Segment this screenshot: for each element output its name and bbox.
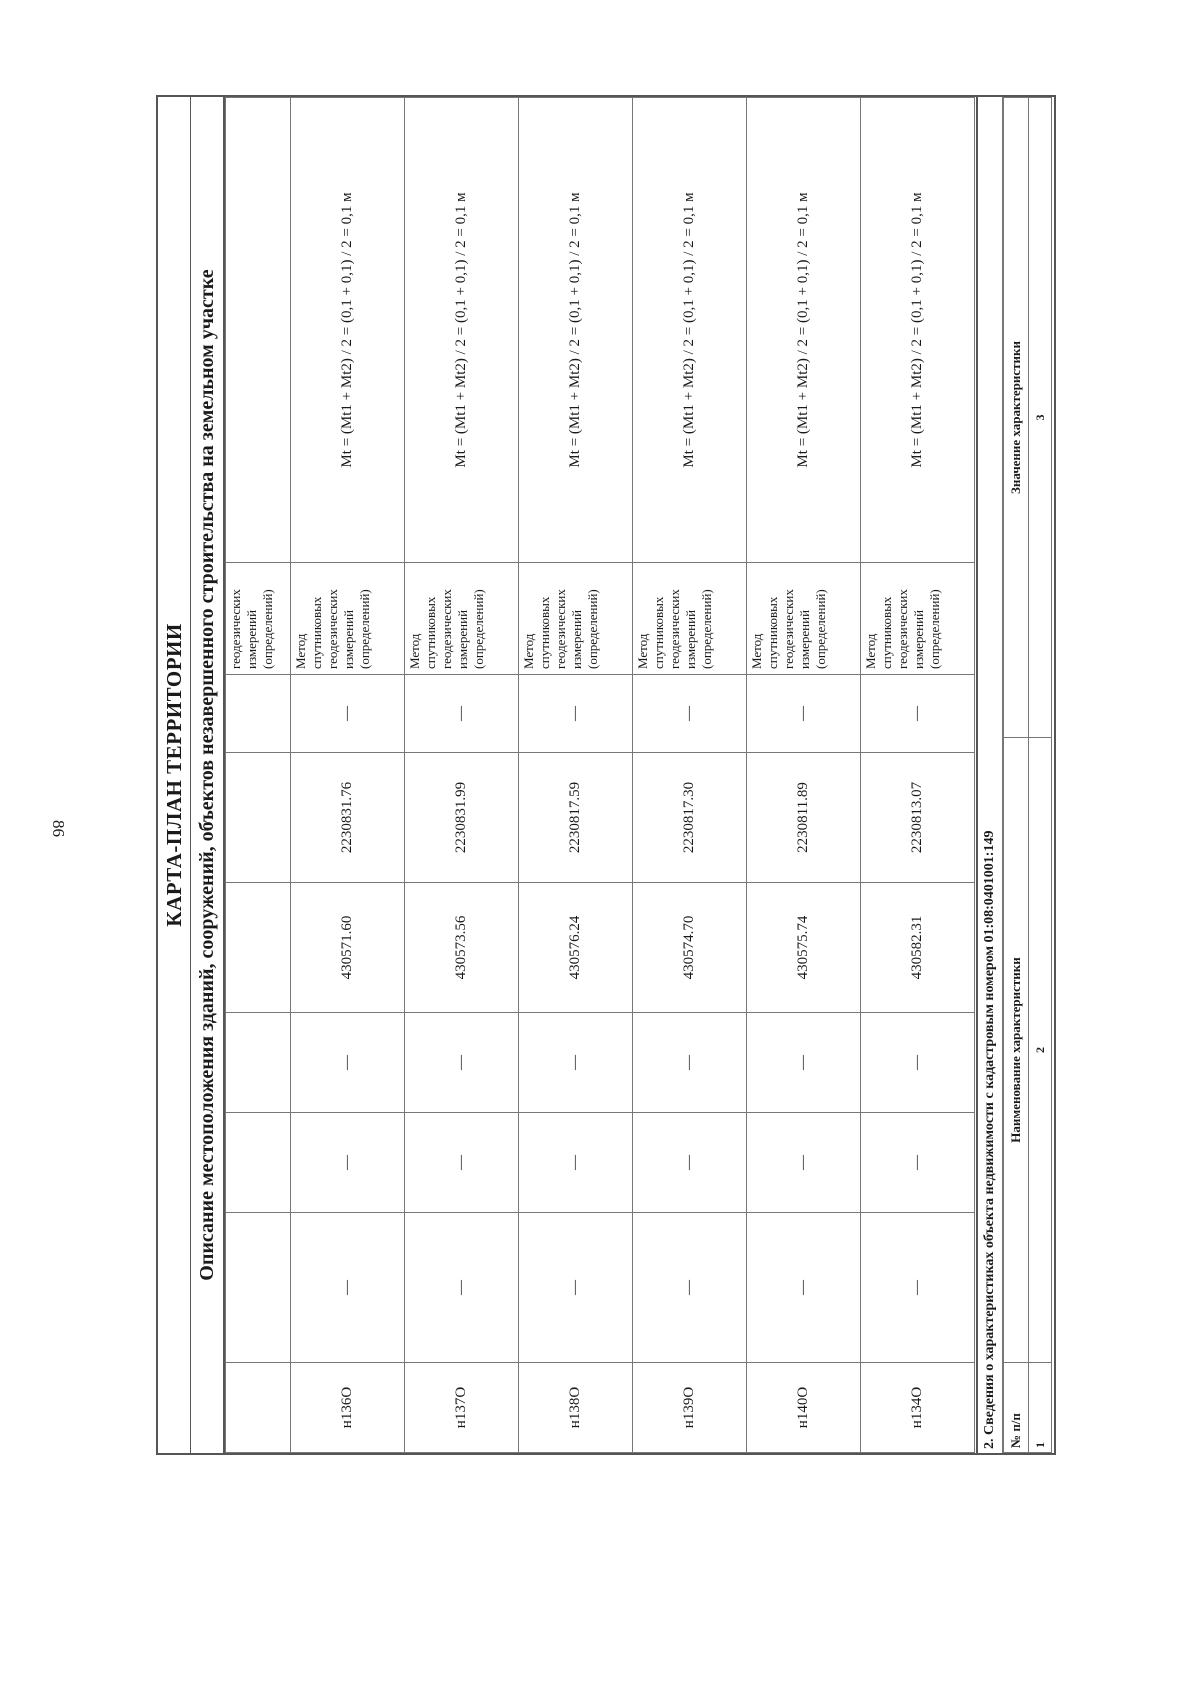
x-coordinate-cell: 430576.24 — [519, 883, 633, 1013]
rotated-document — [156, 95, 1056, 1455]
x-coordinate-cell: 430571.60 — [291, 883, 405, 1013]
column-6-cell: — — [291, 675, 405, 753]
precision-formula-cell: Mt = (Mt1 + Mt2) / 2 = (0,1 + 0,1) / 2 = 0,1 м — [861, 98, 975, 563]
column-2-cell: — — [747, 1113, 861, 1213]
method-cell: Метод спутниковых геодезических измерений (определений) — [405, 563, 519, 675]
column-3-cell: — — [519, 1013, 633, 1113]
column-1-cell: — — [519, 1213, 633, 1363]
method-cell: Метод спутниковых геодезических измерений (определений) — [747, 563, 861, 675]
method-cell: Метод спутниковых геодезических измерений (определений) — [861, 563, 975, 675]
method-cell: Метод спутниковых геодезических измерений (определений) — [519, 563, 633, 675]
method-cell: Метод спутниковых геодезических измерений (определений) — [633, 563, 747, 675]
table-row-continuation — [226, 98, 291, 1453]
table-row — [747, 98, 861, 1453]
header-value: Значение характеристики — [1004, 98, 1029, 738]
column-2-cell: — — [291, 1113, 405, 1213]
point-name-cell: н139О — [633, 1363, 747, 1453]
column-6-cell: — — [861, 675, 975, 753]
column-number-2: 2 — [1029, 738, 1052, 1363]
y-coordinate-cell: 2230813.07 — [861, 753, 975, 883]
method-cell: геодезических измерений (определений) — [226, 563, 291, 675]
column-3-cell: — — [861, 1013, 975, 1113]
method-cell: Метод спутниковых геодезических измерений (определений) — [291, 563, 405, 675]
column-1-cell: — — [291, 1213, 405, 1363]
section-2-title: 2. Сведения о характеристиках объекта недвижимости с кадастровым номером 01:08:0401001:149 — [978, 97, 1003, 1453]
column-2-cell: — — [861, 1113, 975, 1213]
column-6-cell: — — [405, 675, 519, 753]
table-row — [405, 98, 519, 1453]
column-6-cell: — — [747, 675, 861, 753]
column-3-cell: — — [747, 1013, 861, 1113]
column-1-cell: — — [861, 1213, 975, 1363]
precision-formula-cell: Mt = (Mt1 + Mt2) / 2 = (0,1 + 0,1) / 2 = 0,1 м — [633, 98, 747, 563]
table-row — [633, 98, 747, 1453]
header-name: Наименование характеристики — [1004, 738, 1029, 1363]
column-number-1: 1 — [1029, 1363, 1052, 1453]
x-coordinate-cell: 430573.56 — [405, 883, 519, 1013]
header-number: № п/п — [1004, 1363, 1029, 1453]
precision-formula-cell: Mt = (Mt1 + Mt2) / 2 = (0,1 + 0,1) / 2 = 0,1 м — [405, 98, 519, 563]
table-number-row — [1029, 98, 1052, 1453]
coordinates-table — [225, 97, 975, 1453]
column-1-cell: — — [633, 1213, 747, 1363]
section-subtitle: Описание местоположения зданий, сооружений, объектов незавершенного строительства на земельном участке — [191, 97, 225, 1453]
precision-formula-cell: Mt = (Mt1 + Mt2) / 2 = (0,1 + 0,1) / 2 = 0,1 м — [519, 98, 633, 563]
point-name-cell: н136О — [291, 1363, 405, 1453]
x-coordinate-cell: 430575.74 — [747, 883, 861, 1013]
column-2-cell: — — [405, 1113, 519, 1213]
document-title: КАРТА-ПЛАН ТЕРРИТОРИИ — [158, 97, 191, 1453]
x-coordinate-cell: 430574.70 — [633, 883, 747, 1013]
page-number: 86 — [49, 820, 68, 837]
point-name-cell: н140О — [747, 1363, 861, 1453]
column-2-cell: — — [519, 1113, 633, 1213]
y-coordinate-cell: 2230831.76 — [291, 753, 405, 883]
section-2 — [976, 97, 1054, 1453]
y-coordinate-cell: 2230817.30 — [633, 753, 747, 883]
precision-formula-cell: Mt = (Mt1 + Mt2) / 2 = (0,1 + 0,1) / 2 = 0,1 м — [291, 98, 405, 563]
column-6-cell: — — [519, 675, 633, 753]
column-3-cell: — — [405, 1013, 519, 1113]
table-header-row — [1004, 98, 1029, 1453]
point-name-cell: н137О — [405, 1363, 519, 1453]
table-row — [519, 98, 633, 1453]
point-name-cell: н138О — [519, 1363, 633, 1453]
column-1-cell: — — [405, 1213, 519, 1363]
y-coordinate-cell: 2230817.59 — [519, 753, 633, 883]
column-3-cell: — — [633, 1013, 747, 1113]
column-1-cell: — — [747, 1213, 861, 1363]
y-coordinate-cell: 2230831.99 — [405, 753, 519, 883]
characteristics-table — [1003, 97, 1052, 1453]
table-row — [291, 98, 405, 1453]
x-coordinate-cell: 430582.31 — [861, 883, 975, 1013]
column-6-cell: — — [633, 675, 747, 753]
point-name-cell: н134О — [861, 1363, 975, 1453]
table-row — [861, 98, 975, 1453]
column-number-3: 3 — [1029, 98, 1052, 738]
column-3-cell: — — [291, 1013, 405, 1113]
y-coordinate-cell: 2230811.89 — [747, 753, 861, 883]
precision-formula-cell: Mt = (Mt1 + Mt2) / 2 = (0,1 + 0,1) / 2 = 0,1 м — [747, 98, 861, 563]
territory-plan-sheet — [156, 95, 1056, 1455]
column-2-cell: — — [633, 1113, 747, 1213]
